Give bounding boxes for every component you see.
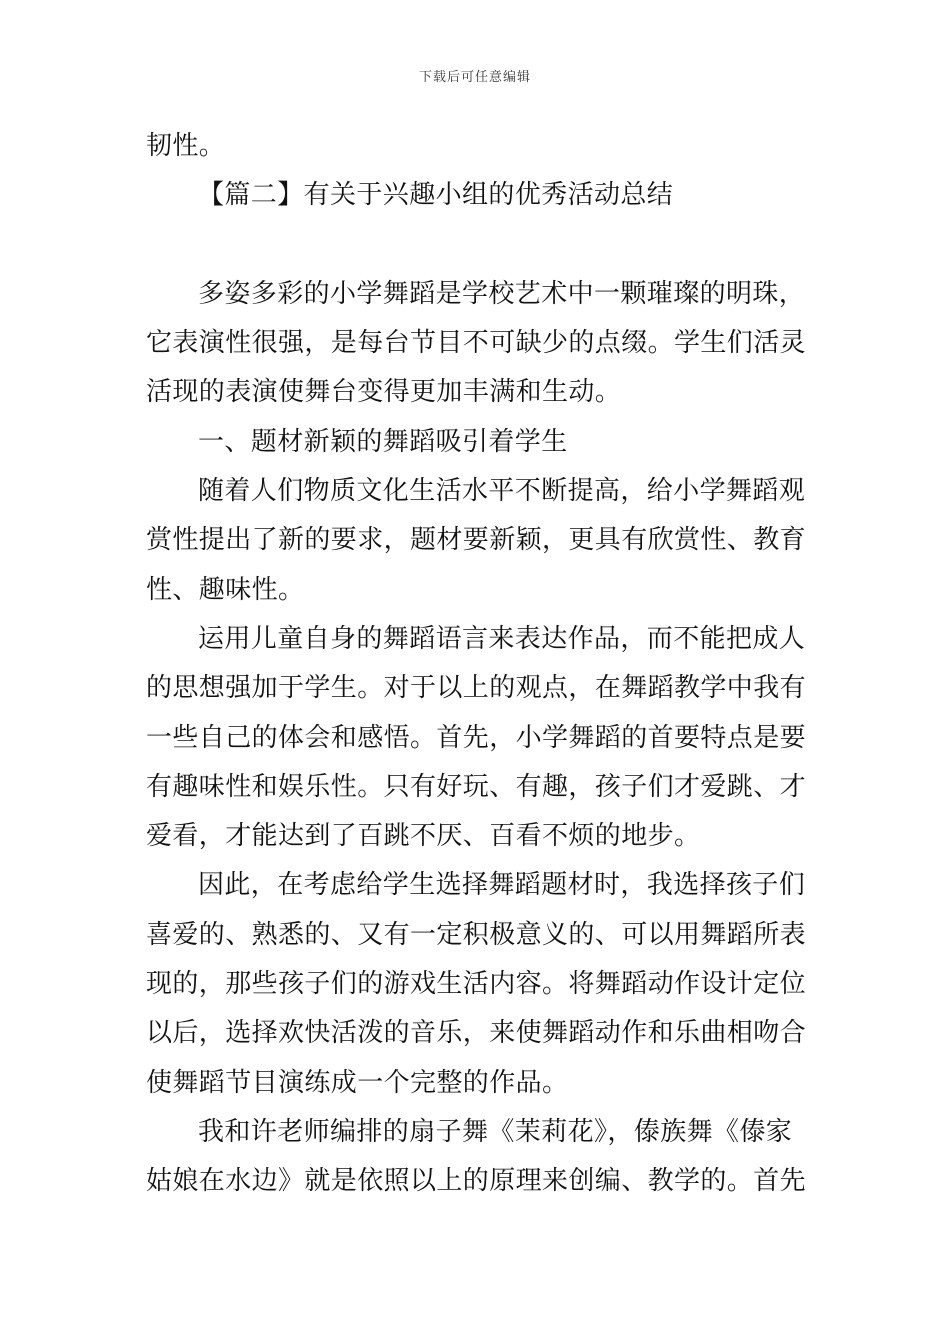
text-line: 姑娘在水边》就是依照以上的原理来创编、教学的。首先 [146, 1166, 807, 1197]
header-note: 下载后可任意编辑 [418, 70, 531, 85]
subheading: 一、题材新颖的舞蹈吸引着学生 [198, 426, 568, 457]
text-line: 喜爱的、熟悉的、又有一定积极意义的、可以用舞蹈所表 [146, 919, 807, 950]
text-line: 使舞蹈节目演练成一个完整的作品。 [146, 1067, 569, 1098]
text-line: 我和许老师编排的扇子舞《茉莉花》，傣族舞《傣家 [198, 1116, 793, 1147]
text-line: 活现的表演使舞台变得更加丰满和生动。 [146, 377, 622, 408]
text-line: 随着人们物质文化生活水平不断提高，给小学舞蹈观 [198, 476, 806, 507]
text-line: 爱看，才能达到了百跳不厌、百看不烦的地步。 [146, 821, 701, 852]
text-line: 它表演性很强，是每台节目不可缺少的点缀。学生们活灵 [146, 328, 807, 359]
text-line: 因此，在考虑给学生选择舞蹈题材时，我选择孩子们 [198, 870, 806, 901]
text-line: 多姿多彩的小学舞蹈是学校艺术中一颗璀璨的明珠， [198, 278, 806, 309]
text-line: 有趣味性和娱乐性。只有好玩、有趣，孩子们才爱跳、才 [146, 771, 807, 802]
document-body [146, 122, 806, 1207]
section-heading: 【篇二】有关于兴趣小组的优秀活动总结 [198, 180, 674, 211]
text-line: 韧性。 [146, 131, 226, 161]
text-line: 一些自己的体会和感悟。首先，小学舞蹈的首要特点是要 [146, 722, 807, 753]
text-line: 以后，选择欢快活泼的音乐，来使舞蹈动作和乐曲相吻合 [146, 1018, 807, 1049]
blank-line [146, 221, 806, 270]
text-line: 的思想强加于学生。对于以上的观点，在舞蹈教学中我有 [146, 673, 807, 704]
text-line: 赏性提出了新的要求，题材要新颖，更具有欣赏性、教育 [146, 525, 807, 556]
text-line: 运用儿童自身的舞蹈语言来表达作品，而不能把成人 [198, 623, 806, 654]
text-line: 性、趣味性。 [146, 574, 305, 605]
text-line: 现的，那些孩子们的游戏生活内容。将舞蹈动作设计定位 [146, 969, 807, 1000]
